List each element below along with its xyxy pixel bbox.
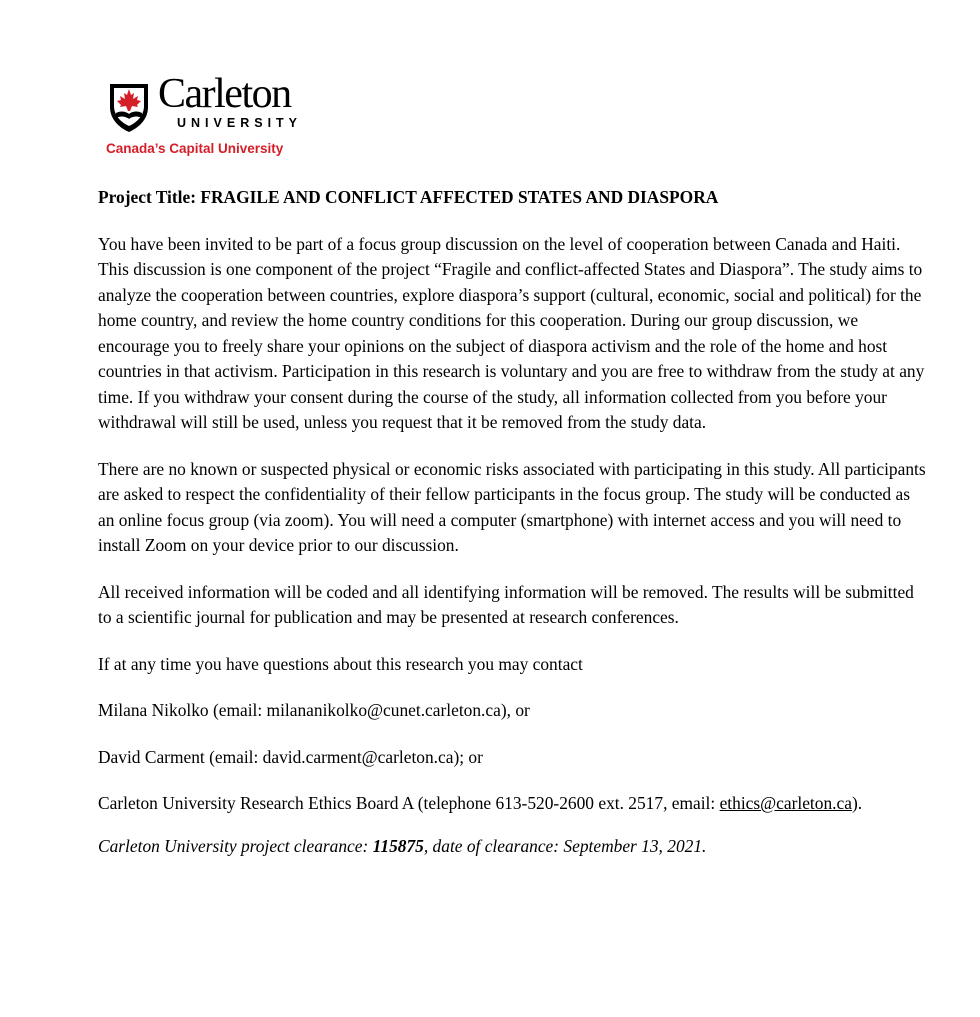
- ethics-email-link[interactable]: ethics@carleton.ca: [719, 793, 852, 813]
- contact-nikolko: Milana Nikolko (email: milananikolko@cunet.carleton.ca), or: [98, 700, 530, 720]
- clearance-suffix: , date of clearance: September 13, 2021.: [423, 835, 707, 856]
- logo-wordmark: Carleton: [158, 71, 291, 117]
- clearance-prefix: Carleton University project clearance:: [98, 835, 373, 856]
- project-title: Project Title: FRAGILE AND CONFLICT AFFECTED STATES AND DIASPORA: [98, 187, 719, 207]
- clearance-number: 115875: [372, 835, 424, 856]
- clearance-line: [98, 834, 928, 860]
- paragraph-invitation: You have been invited to be part of a focus group discussion on the level of cooperation between Canada and Haiti. This discussion is one component of the project “Fragile and conflict-affected States and Diaspora”. The study aims to analyze the cooperation between countries, explore diaspora’s support (cultural, economic, social and political) for the home country, and review the home country conditions for this cooperation. During our group discussion, we encourage you to freely share your opinions on the subject of diaspora activism and the role of the home and host countries in that activism. Participation in this research is voluntary and you are free to withdraw from the study at any time. If you withdraw your consent during the course of the study, all information collected from you before your withdrawal will still be used, unless you request that it be removed from the study data.: [98, 233, 925, 432]
- logo-university: UNIVERSITY: [177, 116, 303, 130]
- ethics-text: Carleton University Research Ethics Board A (telephone 613-520-2600 ext. 2517, email:: [98, 793, 720, 813]
- contact-carment: David Carment (email: david.carment@carleton.ca); or: [98, 746, 483, 767]
- ethics-suffix: ).: [851, 793, 863, 813]
- paragraph-confidentiality: All received information will be coded and all identifying information will be removed. The results will be submitted to a scientific journal for publication and may be presented at research conferences.: [98, 581, 914, 627]
- ethics-board-contact: [98, 791, 928, 817]
- paragraph-risks: There are no known or suspected physical or economic risks associated with participating in this study. All participants are asked to respect the confidentiality of their fellow participants in the focus group. The study will be conducted as an online focus group (via zoom). You will need a computer (smartphone) with internet access and you will need to install Zoom on your device prior to our discussion.: [98, 458, 926, 555]
- carleton-logo: [106, 71, 327, 164]
- document-body: [98, 185, 928, 859]
- contact-intro: If at any time you have questions about this research you may contact: [98, 653, 583, 674]
- shield-maple-leaf-icon: [107, 82, 151, 134]
- logo-tagline: Canada’s Capital University: [106, 141, 284, 156]
